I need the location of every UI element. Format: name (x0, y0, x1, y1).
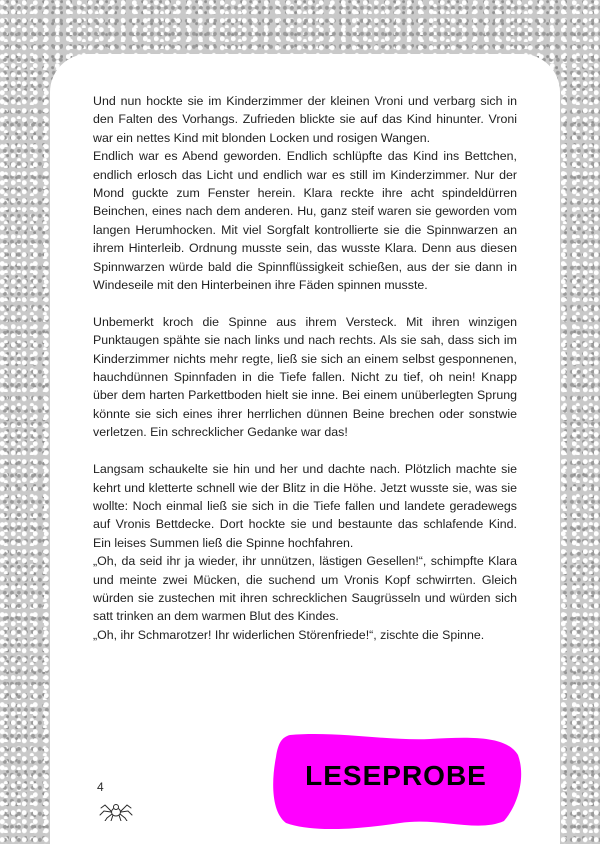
paragraph: Und nun hockte sie im Kinderzimmer der kleinen Vroni und verbarg sich in den Falten des Vorhangs. Zufrieden blickte sie auf das Kind hinunter. Vroni war ein nettes Kind mit blonden Locken und rosigen Wangen. (93, 94, 517, 145)
paragraph: Endlich war es Abend geworden. Endlich schlüpfte das Kind ins Bettchen, endlich erlosch das Licht und endlich war es still im Kinderzimmer. Nur der Mond guckte zum Fenster herein. Klara reckte ihre acht spindeldürren Beinchen, eines nach dem anderen. Hu, ganz steif waren sie geworden vom langen Herumhocken. Mit viel Sorgfalt kontrollierte sie die Spinnwarzen an ihrem Hinterleib. Ordnung musste sein, das wusste Klara. Denn aus diesen Spinnwarzen würde bald die Spinnflüssigkeit schießen, aus der sie dann in Windeseile mit den Hinterbeinen ihre Fäden spinnen musste. (93, 149, 517, 293)
spider-icon (97, 799, 137, 821)
paragraph: Unbemerkt kroch die Spinne aus ihrem Versteck. Mit ihren winzigen Punktaugen spähte sie nach links und nach rechts. Als sie sah, dass sich im Kinderzimmer nichts mehr regte, ließ sie sich an einem selbst gesponnenen, hauchdünnen Spinnfaden in die Tiefe fallen. Nicht zu tief, oh nein! Knapp über dem harten Parkettboden hielt sie inne. Bei einem unüberlegten Sprung könnte sie sich eines ihrer herrlichen dünnen Beine brechen oder sonstwie verletzen. Ein schrecklicher Gedanke war das! (93, 314, 517, 440)
paragraph: „Oh, ihr Schmarotzer! Ihr widerlichen Störenfriede!“, zischte die Spinne. (93, 627, 485, 642)
book-page (50, 54, 560, 844)
paragraph: „Oh, da seid ihr ja wieder, ihr unnützen, lästigen Gesellen!“, schimpfte Klara und meinte zwei Mücken, die suchend um Vronis Kopf schwirrten. Gleich würden sie zustechen mit ihren schrecklichen Saugrüsseln und würden sich satt trinken an dem warmen Blut des Kindes. (93, 554, 517, 624)
leseprobe-label: LESEPROBE (305, 760, 487, 791)
story-text (93, 92, 517, 644)
page-number: 4 (97, 780, 104, 794)
paragraph: Langsam schaukelte sie hin und her und dachte nach. Plötzlich machte sie kehrt und kletterte schnell wie der Blitz in die Höhe. Jetzt wusste sie, was sie wollte: Noch einmal ließ sie sich in die Tiefe fallen und landete geradewegs auf Vronis Bettdecke. Dort hockte sie und bestaunte das schlafende Kind. Ein leises Summen ließ die Spinne hochfahren. (93, 462, 517, 550)
